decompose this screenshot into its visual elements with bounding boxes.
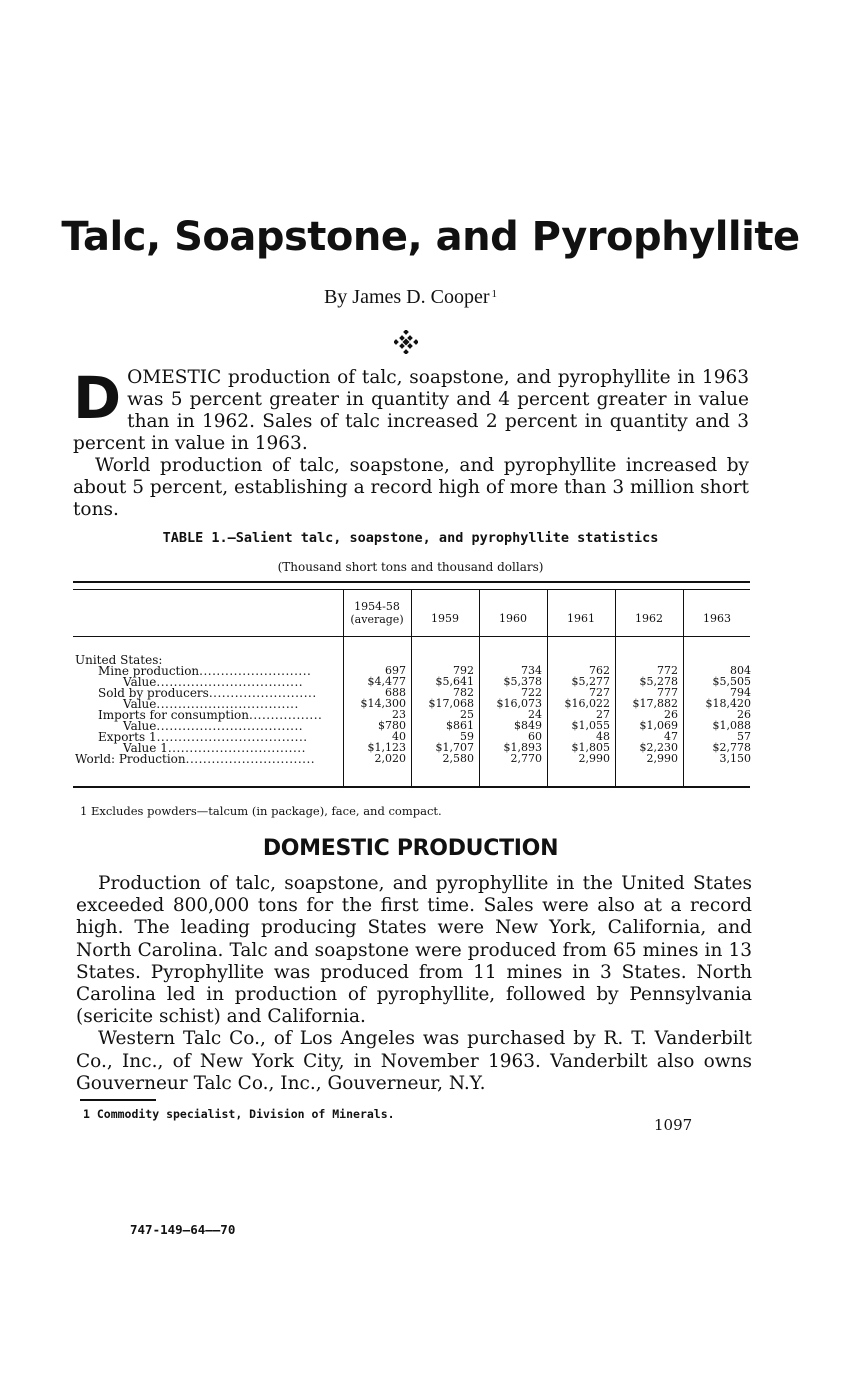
table-cell: 2,020 [374, 752, 406, 765]
table-cell: $1,123 [367, 741, 406, 754]
table-cell: 40 [392, 730, 406, 743]
table-cell: 59 [460, 730, 474, 743]
table-cell: $1,707 [435, 741, 474, 754]
table-cell: $1,893 [503, 741, 542, 754]
table-cell: $16,022 [564, 697, 610, 710]
byline [0, 286, 821, 309]
article-title: Talc, Soapstone, and Pyrophyllite [61, 214, 800, 260]
author-name: By James D. Cooper [323, 286, 490, 308]
table-cell: $2,230 [639, 741, 678, 754]
column-header: 1959 [431, 612, 459, 625]
table-cell: $1,805 [571, 741, 610, 754]
table-cell: 48 [596, 730, 610, 743]
section-paragraph-2: Western Talc Co., of Los Angeles was purchased by R. T. Vanderbilt Co., Inc., of New York City, in November 1963. Vanderbilt also owns Gouverneur Talc Co., Inc., Gouverneur, N.Y. [76, 1028, 752, 1094]
table-top-rule [73, 581, 750, 583]
row-label-world-production: World: Production.............................. [75, 752, 316, 766]
table-cell: $17,068 [428, 697, 474, 710]
column-header: 1963 [703, 612, 731, 625]
row-label-exports: Exports 1................................... [98, 730, 308, 744]
table-caption: TABLE 1.—Salient talc, soapstone, and pyrophyllite statistics [162, 530, 659, 546]
row-label-united-states: United States: [75, 653, 163, 667]
row-label-value: Value................................. [123, 697, 299, 711]
table-cell: 794 [730, 686, 751, 699]
table-cell: 2,580 [442, 752, 474, 765]
table-cell: $16,073 [496, 697, 542, 710]
table-cell: 697 [385, 664, 406, 677]
table-unit-note: (Thousand short tons and thousand dollars) [277, 560, 544, 574]
column-header: 1962 [635, 612, 663, 625]
table-cell: 804 [730, 664, 751, 677]
column-header: 1954-58 (average) [350, 600, 404, 626]
row-label-mine-production: Mine production.......................... [98, 664, 312, 678]
table-cell: 24 [528, 708, 542, 721]
table-cell: 727 [589, 686, 610, 699]
table-cell: 23 [392, 708, 406, 721]
table-cell: $1,069 [639, 719, 678, 732]
table-cell: 2,770 [510, 752, 542, 765]
table-cell: 2,990 [578, 752, 610, 765]
table-cell: $14,300 [360, 697, 406, 710]
table-cell: 3,150 [719, 752, 751, 765]
intro-paragraph-1: OMESTIC production of talc, soapstone, and pyrophyllite in 1963 was 5 percent greater in quantity and 4 percent greater in value than in 1962. Sales of talc increased 2 percent in quantity and 3 percent in value in 1963. [73, 367, 749, 454]
table-cell: $780 [378, 719, 406, 732]
table-cell: $1,088 [712, 719, 751, 732]
table-cell: $4,477 [367, 675, 406, 688]
table-cell: 2,990 [646, 752, 678, 765]
column-header: 1960 [499, 612, 527, 625]
table-cell: 47 [664, 730, 678, 743]
table-cell: $5,641 [435, 675, 474, 688]
table-cell: $1,055 [571, 719, 610, 732]
table-cell: $5,378 [503, 675, 542, 688]
table-cell: 60 [528, 730, 542, 743]
table-cell: 26 [737, 708, 751, 721]
intro-paragraph-2: World production of talc, soapstone, and pyrophyllite increased by about 5 percent, establishing a record high of more than 3 million short tons. [73, 455, 749, 520]
drop-cap: D [73, 364, 122, 432]
table-cell: $18,420 [705, 697, 751, 710]
table-cell: 772 [657, 664, 678, 677]
ornament-icon [394, 330, 418, 354]
table-cell: 782 [453, 686, 474, 699]
column-header: 1961 [567, 612, 595, 625]
footnote-divider [80, 1099, 156, 1101]
table-cell: $5,277 [571, 675, 610, 688]
row-label-value: Value.................................. [123, 675, 304, 689]
page-number: 1097 [654, 1116, 693, 1134]
table-cell: $861 [446, 719, 474, 732]
table-footnote: 1 Excludes powders—talcum (in package), face, and compact. [80, 804, 442, 818]
table-cell: 26 [664, 708, 678, 721]
table-cell: $17,882 [632, 697, 678, 710]
table-cell: 762 [589, 664, 610, 677]
table-cell: 25 [460, 708, 474, 721]
table-cell: $2,778 [712, 741, 751, 754]
print-code: 747-149—64——70 [130, 1222, 236, 1237]
table-cell: 792 [453, 664, 474, 677]
table-cell: $5,278 [639, 675, 678, 688]
author-footnote-ref: 1 [491, 288, 498, 300]
table-cell: 777 [657, 686, 678, 699]
section-heading: DOMESTIC PRODUCTION [262, 836, 559, 861]
table-cell: 688 [385, 686, 406, 699]
row-label-value: Value.................................. [123, 719, 304, 733]
intro-section [73, 364, 749, 521]
table-bottom-rule [73, 786, 750, 788]
table-cell: 722 [521, 686, 542, 699]
row-label-sold-by-producers: Sold by producers......................... [98, 686, 317, 700]
table-cell: 734 [521, 664, 542, 677]
table-cell: 27 [596, 708, 610, 721]
section-paragraph-1: Production of talc, soapstone, and pyrophyllite in the United States exceeded 800,000 tons for the first time. Sales were also at a record high. The leading producing States were New York, California, and North Carolina. Talc and soapstone were produced from 65 mines in 13 States. Pyrophyllite was produced from 11 mines in 3 States. North Carolina led in production of pyrophyllite, followed by Pennsylvania (sericite schist) and California. [76, 873, 752, 1028]
section-body [76, 873, 752, 1095]
row-label-imports: Imports for consumption................. [98, 708, 323, 722]
page-footnote: 1 Commodity specialist, Division of Minerals. [83, 1107, 395, 1121]
table-cell: 57 [737, 730, 751, 743]
table-cell: $849 [514, 719, 542, 732]
table-cell: $5,505 [712, 675, 751, 688]
row-label-export-value: Value 1................................ [123, 741, 306, 755]
